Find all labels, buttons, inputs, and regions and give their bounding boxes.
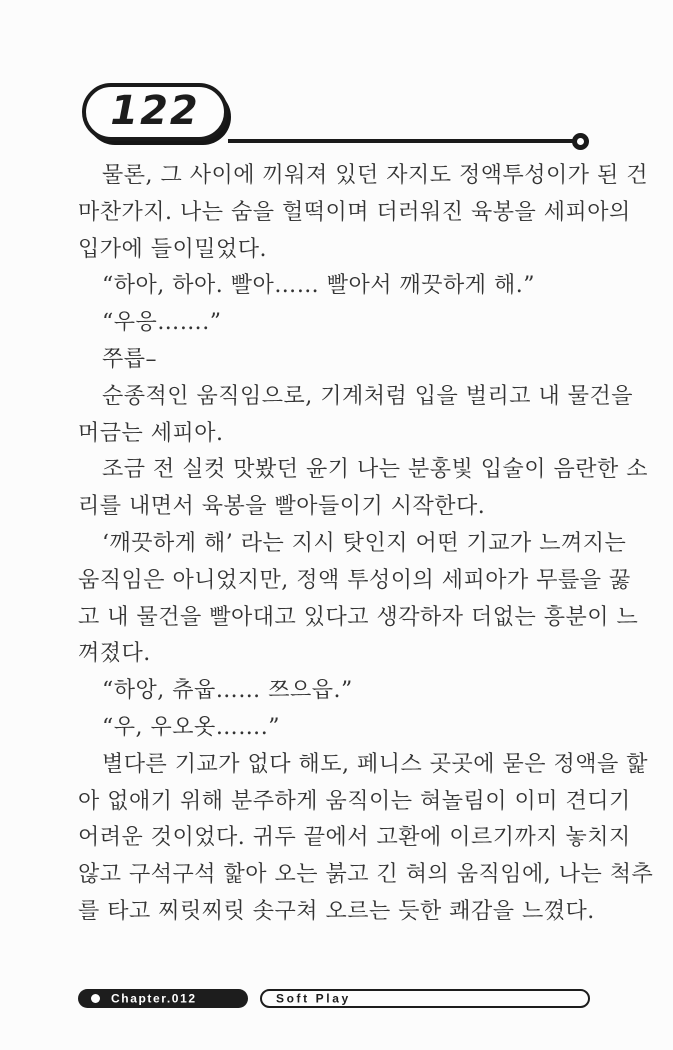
text-line: 아 없애기 위해 분주하게 움직이는 혀놀림이 이미 견디기 [78, 788, 631, 814]
page-number: 122 [110, 88, 200, 134]
section-label: Soft Play [276, 991, 351, 1005]
text-line: “우, 우오옷…….” [102, 714, 280, 740]
text-line: 껴졌다. [78, 641, 151, 667]
text-line: 별다른 기교가 없다 해도, 페니스 곳곳에 묻은 정액을 핥 [102, 751, 648, 777]
page-number-badge [82, 83, 228, 141]
header-rule-end-dot-icon [572, 133, 589, 150]
text-line: 순종적인 움직임으로, 기계처럼 입을 벌리고 내 물건을 [102, 383, 633, 409]
text-line: 조금 전 실컷 맛봤던 윤기 나는 분홍빛 입술이 음란한 소 [102, 457, 648, 483]
text-line: 마찬가지. 나는 숨을 헐떡이며 더러워진 육봉을 세피아의 [78, 199, 631, 225]
text-line: 를 타고 찌릿찌릿 솟구쳐 오르는 듯한 쾌감을 느꼈다. [78, 898, 595, 924]
bullet-dot-icon [91, 994, 100, 1003]
text-line: 쭈릅– [102, 346, 158, 372]
text-line: 머금는 세피아. [78, 420, 224, 446]
header-rule [228, 139, 576, 143]
body-text [78, 158, 654, 931]
text-line: “하아, 하아. 빨아…… 빨아서 깨끗하게 해.” [102, 273, 535, 299]
text-line: 않고 구석구석 핥아 오는 붉고 긴 혀의 움직임에, 나는 척추 [78, 862, 654, 888]
section-badge [260, 989, 590, 1008]
text-line: 리를 내면서 육봉을 빨아들이기 시작한다. [78, 494, 486, 520]
text-line: 입가에 들이밀었다. [78, 236, 268, 262]
chapter-badge [78, 989, 248, 1008]
text-line: 물론, 그 사이에 끼워져 있던 자지도 정액투성이가 된 건 [102, 163, 648, 188]
text-line: 어려운 것이었다. 귀두 끝에서 고환에 이르기까지 놓치지 [78, 825, 631, 851]
chapter-label: Chapter.012 [111, 991, 197, 1005]
text-line: 고 내 물건을 빨아대고 있다고 생각하자 더없는 흥분이 느 [78, 604, 639, 630]
text-line: 움직임은 아니었지만, 정액 투성이의 세피아가 무릎을 꿇 [78, 567, 631, 593]
text-line: “하앙, 츄웁…… 쯔으읍.” [102, 678, 353, 704]
text-line: “우응…….” [102, 310, 222, 336]
text-line: ‘깨끗하게 해’ 라는 지시 탓인지 어떤 기교가 느껴지는 [102, 530, 627, 556]
